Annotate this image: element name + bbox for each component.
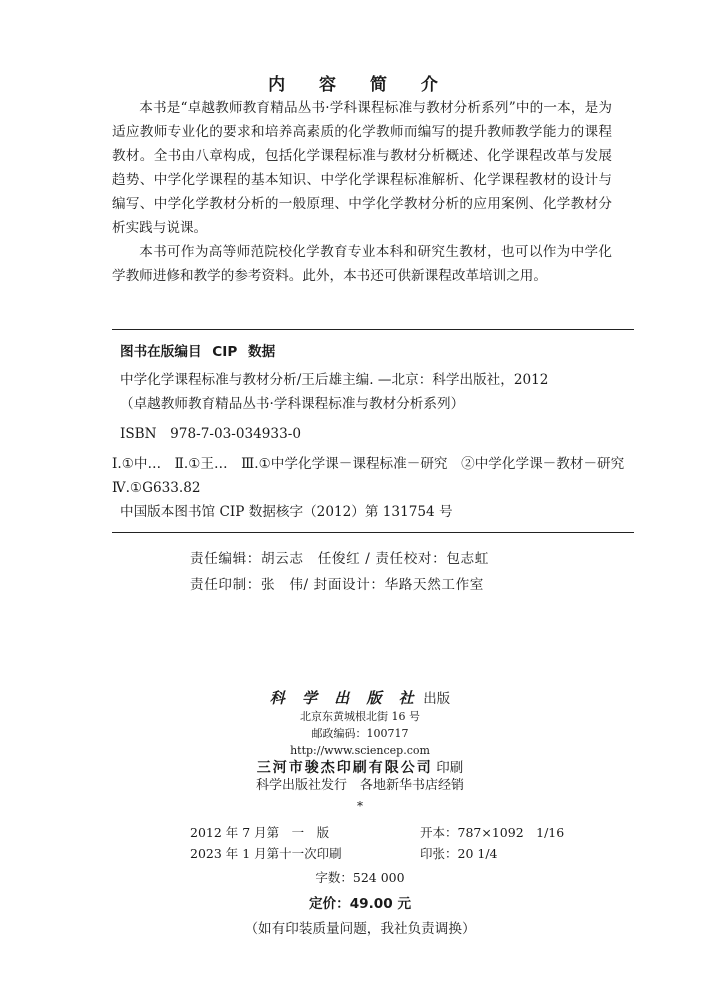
spec-row: [190, 843, 590, 864]
printing-info: 2023 年 1 月第十一次印刷: [190, 846, 342, 861]
publisher-postcode: 邮政编码：100717: [311, 727, 409, 740]
abstract-paragraph: 本书是“卓越教师教育精品丛书·学科课程标准与教材分析系列”中的一本，是为适应教师专业化的要求和培养高素质的化学教师而编写的提升教师教学能力的课程教材。全书由八章构成，包括化学课程标准与教材分析概述、化学课程改革与发展趋势、中学化学课程的基本知识、中学化学课程标准解析、化学课程教材的设计与编写、中学化学教材分析的一般原理、中学化学教材分析的应用案例、化学教材分析实践与说课。: [112, 100, 612, 236]
editors-block: [190, 546, 630, 598]
publisher-name-suffix: 出版: [423, 691, 451, 707]
publisher-name: 科 学 出 版 社: [269, 689, 420, 707]
cip-heading: 图书在版编目 CIP 数据: [120, 344, 276, 360]
cip-number: 中国版本图书馆 CIP 数据核字（2012）第 131754 号: [120, 504, 453, 520]
distribution-line: 科学出版社发行 各地新华书店经销: [255, 778, 464, 793]
price: 定价：49.00 元: [308, 896, 412, 912]
abstract-paragraph: 本书可作为高等师范院校化学教育专业本科和研究生教材，也可以作为中学化学教师进修和教学的参考资料。此外，本书还可供新课程改革培训之用。: [112, 244, 612, 284]
cip-data-block: [112, 340, 638, 524]
publisher-line: [0, 690, 720, 708]
cip-bottom-rule: [112, 532, 634, 533]
cip-title-line: 中学化学课程标准与教材分析/王后雄主编. —北京：科学出版社，2012: [120, 372, 549, 388]
word-count: 字数：524 000: [315, 870, 405, 885]
cip-top-rule: [112, 329, 634, 330]
publisher-url: http://www.sciencep.com: [290, 744, 430, 757]
editors-line-1: 责任编辑：胡云志 任俊红 / 责任校对：包志虹: [190, 551, 489, 567]
edition-info: 2012 年 7 月第 一 版: [190, 825, 330, 840]
printer-name: 三河市骏杰印刷有限公司: [256, 760, 433, 776]
cip-subjects: Ⅰ.①中… Ⅱ.①王… Ⅲ.①中学化学课－课程标准－研究 ②中学化学课－教材－研究 Ⅳ.①G633.82: [112, 456, 638, 496]
cip-isbn: ISBN 978-7-03-034933-0: [120, 426, 301, 442]
abstract-title: 内 容 简 介: [268, 75, 452, 95]
abstract-body: [112, 96, 612, 288]
publisher-address: 北京东黄城根北街 16 号: [300, 710, 420, 723]
printer-line: [0, 760, 720, 777]
spec-table: [190, 822, 590, 864]
format-info: 开本：787×1092 1/16: [420, 825, 565, 840]
separator-star: *: [357, 799, 363, 813]
quality-notice: （如有印装质量问题，我社负责调换）: [244, 921, 476, 937]
publisher-block: [0, 690, 720, 815]
cip-series-line: （卓越教师教育精品丛书·学科课程标准与教材分析系列）: [120, 396, 465, 412]
sheets-info: 印张：20 1/4: [420, 846, 498, 861]
editors-line-2: 责任印制：张 伟/ 封面设计：华路天然工作室: [190, 577, 484, 593]
spec-row: [190, 822, 590, 843]
printer-suffix: 印刷: [436, 760, 464, 776]
